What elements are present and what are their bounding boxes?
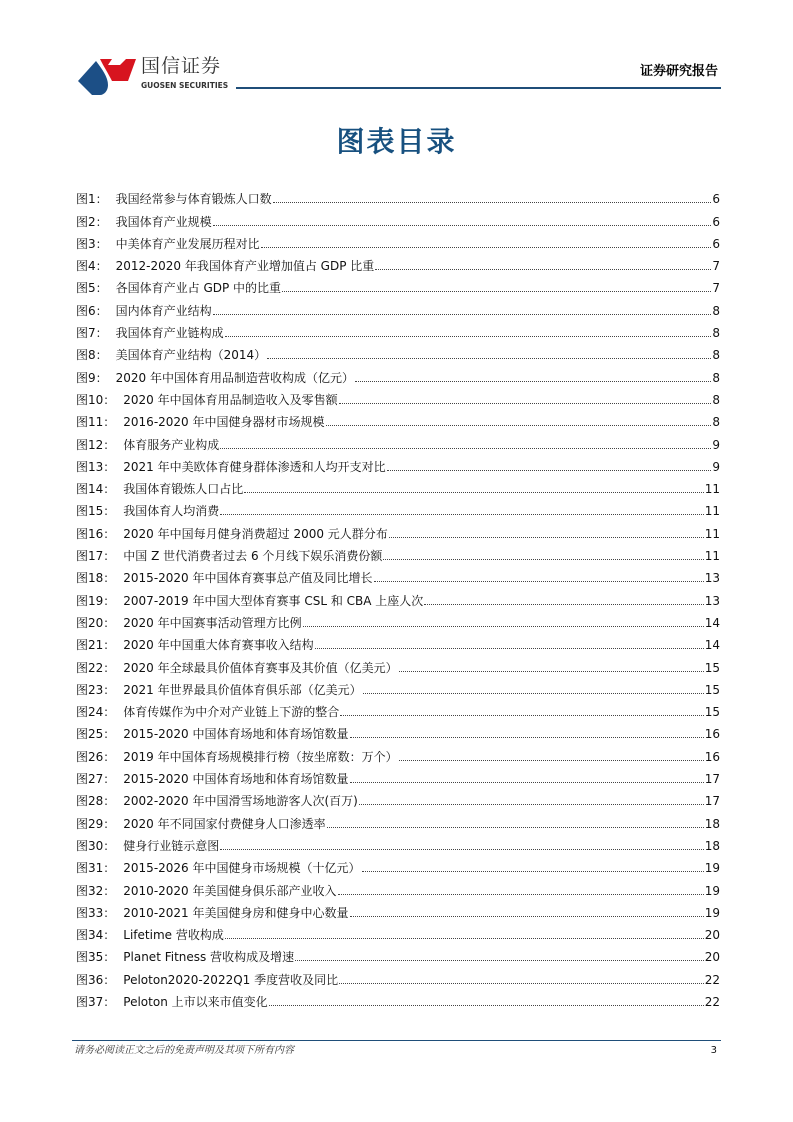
toc-entry-label: 图32： [76, 883, 116, 898]
toc-leader-dots [363, 692, 704, 694]
toc-entry-label: 图17： [76, 549, 116, 564]
toc-entry-label: 图31： [76, 861, 116, 876]
toc-entry-page: 19 [704, 861, 720, 876]
toc-entry-label: 图37： [76, 994, 116, 1009]
toc-leader-dots [399, 670, 704, 672]
toc-entry[interactable] [76, 430, 720, 452]
toc-entry-title: 我国体育锻炼人口占比 [123, 482, 244, 497]
toc-entry-page: 14 [704, 615, 720, 630]
toc-entry-page: 14 [704, 638, 720, 653]
toc-entry-page: 9 [712, 437, 720, 452]
toc-leader-dots [225, 335, 712, 337]
toc-entry-page: 8 [712, 370, 720, 385]
toc-leader-dots [295, 959, 704, 961]
toc-entry-page: 19 [704, 883, 720, 898]
toc-entry-page: 8 [712, 392, 720, 407]
toc-entry-label: 图29： [76, 816, 116, 831]
toc-leader-dots [269, 1004, 704, 1006]
figure-table-of-contents [76, 185, 720, 1010]
toc-leader-dots [213, 224, 712, 226]
toc-entry[interactable] [76, 408, 720, 430]
toc-leader-dots [267, 357, 711, 359]
toc-entry-title: 2015-2020 中国体育场地和体育场馆数量 [123, 727, 349, 742]
toc-entry-title: 健身行业链示意图 [123, 838, 220, 853]
toc-entry-label: 图34： [76, 928, 116, 943]
toc-entry-title: 2021 年中美欧体育健身群体渗透和人均开支对比 [123, 459, 386, 474]
toc-entry-page: 8 [712, 415, 720, 430]
logo-chinese-name: 国信证券 [141, 55, 222, 77]
toc-entry-title: 2020 年中国体育用品制造收入及零售额 [123, 392, 338, 407]
toc-entry-label: 图21： [76, 638, 116, 653]
toc-leader-dots [350, 781, 704, 783]
toc-entry-label: 图14： [76, 482, 116, 497]
toc-entry-label: 图16： [76, 526, 116, 541]
toc-leader-dots [213, 313, 712, 315]
toc-entry-label: 图10： [76, 392, 116, 407]
page-title: 图表目录 [336, 125, 457, 158]
toc-entry-title: 2020 年中国每月健身消费超过 2000 元人群分布 [123, 526, 388, 541]
toc-entry[interactable] [76, 698, 720, 720]
page-number: 3 [710, 1045, 717, 1056]
toc-entry-page: 19 [704, 905, 720, 920]
toc-entry-title: 各国体育产业占 GDP 中的比重 [115, 281, 282, 296]
toc-entry-label: 图28： [76, 794, 116, 809]
toc-entry-label: 图18： [76, 571, 116, 586]
toc-entry-label: 图33： [76, 905, 116, 920]
toc-leader-dots [327, 826, 704, 828]
toc-entry[interactable] [76, 453, 720, 475]
toc-leader-dots [220, 447, 711, 449]
toc-entry[interactable] [76, 720, 720, 742]
toc-entry-page: 15 [704, 660, 720, 675]
toc-entry-label: 图19： [76, 593, 116, 608]
toc-leader-dots [387, 469, 712, 471]
toc-entry-label: 图3： [76, 236, 108, 251]
toc-entry-title: 2021 年世界最具价值体育俱乐部（亿美元） [123, 682, 362, 697]
toc-entry-page: 6 [712, 214, 720, 229]
toc-entry[interactable] [76, 207, 720, 229]
toc-entry-title: 国内体育产业结构 [115, 303, 212, 318]
toc-entry-label: 图30： [76, 838, 116, 853]
toc-entry[interactable] [76, 631, 720, 653]
toc-entry[interactable] [76, 519, 720, 541]
toc-entry[interactable] [76, 965, 720, 987]
toc-entry-title: 我国体育产业链构成 [115, 326, 224, 341]
toc-entry-title: 美国体育产业结构（2014） [115, 348, 267, 363]
toc-entry[interactable] [76, 564, 720, 586]
toc-entry-label: 图11： [76, 415, 116, 430]
toc-entry-title: 2020 年中国赛事活动管理方比例 [123, 615, 302, 630]
toc-entry-title: 2015-2020 中国体育场地和体育场馆数量 [123, 772, 349, 787]
guosen-logo-icon [78, 55, 138, 95]
toc-entry-page: 17 [704, 772, 720, 787]
toc-entry[interactable] [76, 876, 720, 898]
toc-entry-title: 我国经常参与体育锻炼人口数 [115, 192, 272, 207]
toc-leader-dots [339, 402, 712, 404]
toc-entry-page: 20 [704, 928, 720, 943]
toc-entry[interactable] [76, 943, 720, 965]
toc-leader-dots [374, 580, 704, 582]
toc-entry-page: 17 [704, 794, 720, 809]
toc-entry[interactable] [76, 854, 720, 876]
footer-divider [72, 1040, 721, 1041]
toc-entry-label: 图8： [76, 348, 108, 363]
toc-entry-page: 11 [704, 526, 720, 541]
toc-entry-title: 2016-2020 年中国健身器材市场规模 [123, 415, 325, 430]
toc-entry[interactable] [76, 609, 720, 631]
toc-entry-title: 中国 Z 世代消费者过去 6 个月线下娱乐消费份额 [123, 549, 383, 564]
toc-leader-dots [273, 201, 712, 203]
toc-entry-page: 16 [704, 727, 720, 742]
toc-entry-page: 13 [704, 593, 720, 608]
toc-entry-title: 我国体育人均消费 [123, 504, 220, 519]
toc-entry-title: 中美体育产业发展历程对比 [115, 236, 260, 251]
toc-entry-page: 22 [704, 994, 720, 1009]
toc-entry[interactable] [76, 921, 720, 943]
toc-entry[interactable] [76, 832, 720, 854]
toc-entry-title: 2020 年中国重大体育赛事收入结构 [123, 638, 314, 653]
toc-entry[interactable] [76, 363, 720, 385]
toc-leader-dots [282, 290, 711, 292]
toc-entry-label: 图1： [76, 192, 108, 207]
toc-leader-dots [375, 268, 711, 270]
toc-entry-page: 6 [712, 236, 720, 251]
toc-leader-dots [261, 246, 712, 248]
toc-leader-dots [350, 915, 704, 917]
toc-leader-dots [389, 536, 704, 538]
toc-entry[interactable] [76, 988, 720, 1010]
toc-entry[interactable] [76, 185, 720, 207]
toc-entry-title: 2007-2019 年中国大型体育赛事 CSL 和 CBA 上座人次 [123, 593, 424, 608]
toc-entry-page: 8 [712, 326, 720, 341]
toc-entry-page: 8 [712, 348, 720, 363]
toc-leader-dots [303, 625, 704, 627]
toc-entry-page: 15 [704, 682, 720, 697]
toc-entry-label: 图6： [76, 303, 108, 318]
toc-entry[interactable] [76, 787, 720, 809]
toc-leader-dots [359, 803, 704, 805]
toc-entry-title: 2020 年全球最具价值体育赛事及其价值（亿美元） [123, 660, 398, 675]
toc-entry-label: 图12： [76, 437, 116, 452]
toc-entry[interactable] [76, 274, 720, 296]
toc-entry-title: Lifetime 营收构成 [123, 928, 224, 943]
toc-entry-page: 7 [712, 281, 720, 296]
toc-entry-title: Peloton 上市以来市值变化 [123, 994, 268, 1009]
footer-disclaimer: 请务必阅读正文之后的免责声明及其项下所有内容 [74, 1045, 294, 1056]
toc-entry-page: 11 [704, 482, 720, 497]
toc-leader-dots [350, 736, 704, 738]
toc-entry-title: 2019 年中国体育场规模排行榜（按坐席数：万个） [123, 749, 398, 764]
toc-entry-page: 6 [712, 192, 720, 207]
toc-entry-label: 图5： [76, 281, 108, 296]
toc-entry-label: 图22： [76, 660, 116, 675]
toc-entry-title: 体育服务产业构成 [123, 437, 220, 452]
toc-entry-label: 图2： [76, 214, 108, 229]
toc-entry-title: 2020 年不同国家付费健身人口渗透率 [123, 816, 326, 831]
toc-leader-dots [383, 558, 703, 560]
toc-entry[interactable] [76, 319, 720, 341]
toc-entry[interactable] [76, 742, 720, 764]
toc-entry-page: 11 [704, 549, 720, 564]
toc-leader-dots [315, 647, 704, 649]
toc-entry-title: 2015-2020 年中国体育赛事总产值及同比增长 [123, 571, 373, 586]
toc-entry-label: 图35： [76, 950, 116, 965]
toc-entry-title: 2012-2020 年我国体育产业增加值占 GDP 比重 [115, 259, 375, 274]
toc-entry[interactable] [76, 676, 720, 698]
report-type-label: 证券研究报告 [639, 64, 718, 79]
toc-leader-dots [399, 759, 704, 761]
toc-leader-dots [339, 982, 704, 984]
toc-entry[interactable] [76, 809, 720, 831]
logo-english-name: GUOSEN SECURITIES [141, 81, 229, 90]
toc-entry-page: 20 [704, 950, 720, 965]
toc-leader-dots [220, 513, 703, 515]
toc-leader-dots [424, 603, 703, 605]
toc-entry-label: 图15： [76, 504, 116, 519]
toc-entry[interactable] [76, 899, 720, 921]
toc-entry-label: 图36： [76, 972, 116, 987]
toc-entry-page: 9 [712, 459, 720, 474]
toc-entry-title: 2015-2026 年中国健身市场规模（十亿元） [123, 861, 361, 876]
toc-entry-label: 图7： [76, 326, 108, 341]
header-divider [236, 87, 721, 89]
toc-entry-page: 16 [704, 749, 720, 764]
toc-leader-dots [225, 937, 704, 939]
toc-entry-page: 22 [704, 972, 720, 987]
toc-entry-label: 图26： [76, 749, 116, 764]
toc-entry-title: 2010-2020 年美国健身俱乐部产业收入 [123, 883, 337, 898]
toc-entry-label: 图27： [76, 772, 116, 787]
toc-entry-title: 2020 年中国体育用品制造营收构成（亿元） [115, 370, 354, 385]
toc-entry-label: 图20： [76, 615, 116, 630]
toc-entry-title: 体育传媒作为中介对产业链上下游的整合 [123, 705, 340, 720]
toc-entry-label: 图13： [76, 459, 116, 474]
toc-entry-page: 18 [704, 838, 720, 853]
toc-entry-page: 13 [704, 571, 720, 586]
toc-entry[interactable] [76, 653, 720, 675]
toc-entry-label: 图24： [76, 705, 116, 720]
toc-entry[interactable] [76, 475, 720, 497]
toc-entry-title: 2002-2020 年中国滑雪场地游客人次(百万) [123, 794, 358, 809]
toc-entry[interactable] [76, 386, 720, 408]
toc-entry[interactable] [76, 497, 720, 519]
toc-entry-label: 图23： [76, 682, 116, 697]
toc-entry-title: 2010-2021 年美国健身房和健身中心数量 [123, 905, 349, 920]
toc-entry[interactable] [76, 542, 720, 564]
toc-entry-title: 我国体育产业规模 [115, 214, 212, 229]
toc-entry-label: 图9： [76, 370, 108, 385]
toc-entry[interactable] [76, 296, 720, 318]
toc-leader-dots [340, 714, 703, 716]
toc-entry-page: 8 [712, 303, 720, 318]
toc-leader-dots [355, 380, 711, 382]
toc-leader-dots [244, 491, 703, 493]
toc-entry[interactable] [76, 341, 720, 363]
toc-entry-title: Peloton2020-2022Q1 季度营收及同比 [123, 972, 339, 987]
toc-leader-dots [326, 424, 712, 426]
toc-leader-dots [338, 893, 704, 895]
toc-entry[interactable] [76, 765, 720, 787]
toc-entry[interactable] [76, 586, 720, 608]
toc-leader-dots [220, 848, 703, 850]
toc-entry[interactable] [76, 252, 720, 274]
toc-entry-page: 18 [704, 816, 720, 831]
toc-entry-label: 图4： [76, 259, 108, 274]
toc-entry[interactable] [76, 230, 720, 252]
toc-entry-label: 图25： [76, 727, 116, 742]
toc-entry-title: Planet Fitness 营收构成及增速 [123, 950, 295, 965]
toc-entry-page: 11 [704, 504, 720, 519]
toc-entry-page: 15 [704, 705, 720, 720]
toc-entry-page: 7 [712, 259, 720, 274]
toc-leader-dots [362, 870, 704, 872]
